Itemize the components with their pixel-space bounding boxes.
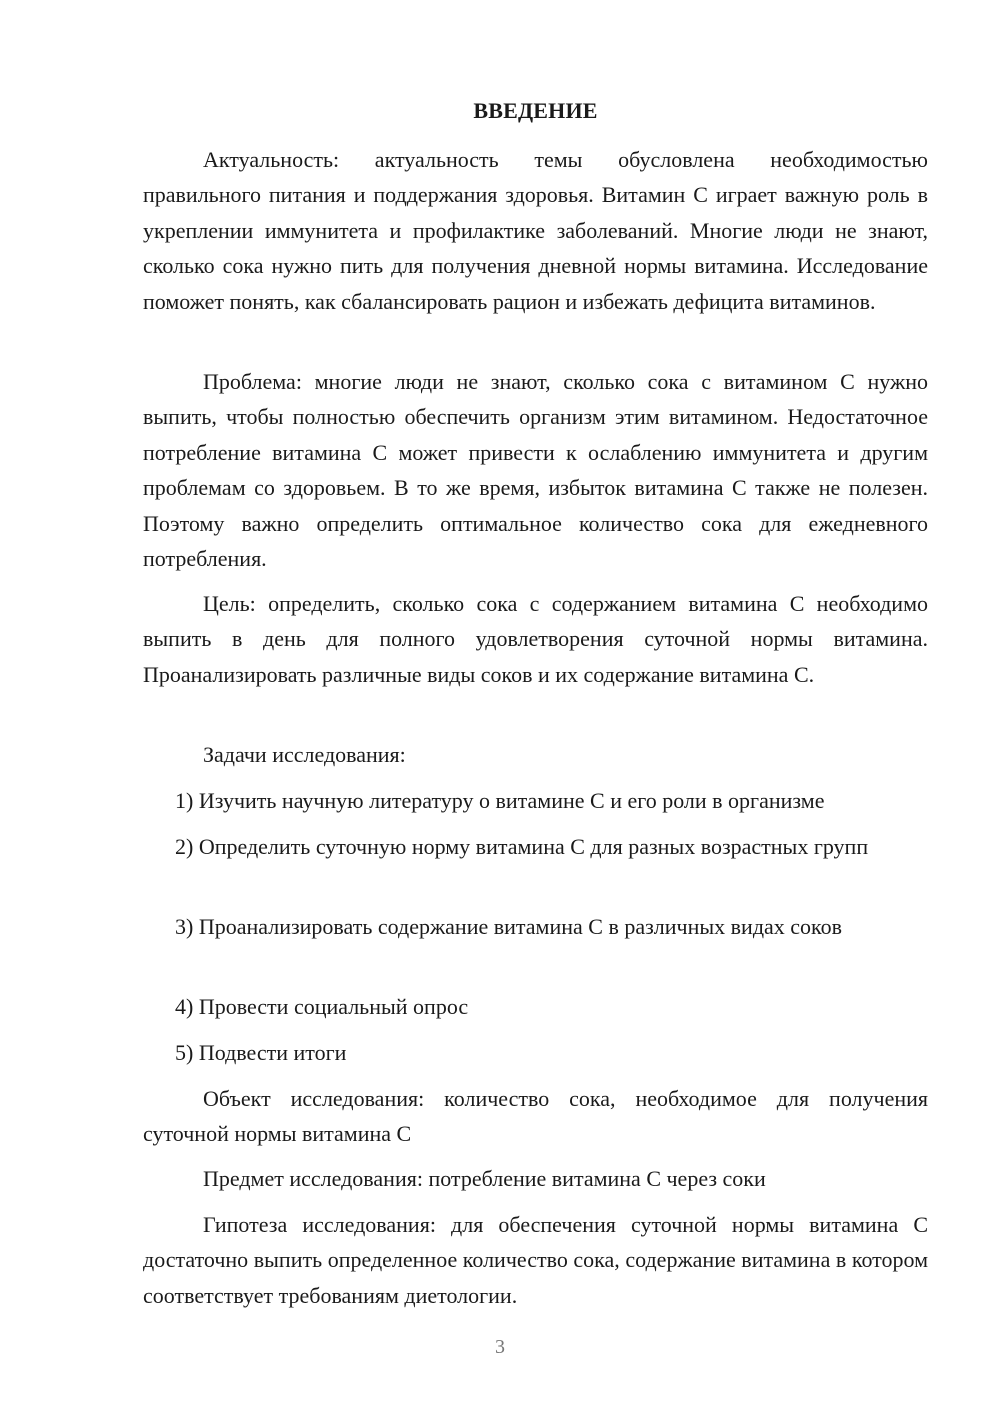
page-number: 3	[495, 1336, 505, 1358]
task-item-3: 3) Проанализировать содержание витамина С в различных видах соков	[175, 914, 843, 939]
subject-paragraph: Предмет исследования: потребление витамина С через соки	[203, 1166, 766, 1191]
hypothesis-paragraph: Гипотеза исследования: для обеспечения суточной нормы витамина С достаточно выпить определенное количество сока, содержание витамина в котором соответствует требованиям диетологии.	[143, 1212, 928, 1308]
object-paragraph: Объект исследования: количество сока, необходимое для получения суточной нормы витамина С	[143, 1086, 928, 1147]
task-item-2: 2) Определить суточную норму витамина С для разных возрастных групп	[175, 834, 869, 859]
problem-paragraph: Проблема: многие люди не знают, сколько сока с витамином С нужно выпить, чтобы полностью обеспечить организм этим витамином. Недостаточное потребление витамина С может привести к ослаблению иммунитета и другим проблемам со здоровьем. В то же время, избыток витамина С также не полезен. Поэтому важно определить оптимальное количество сока для ежедневного потребления.	[143, 369, 928, 572]
section-title: ВВЕДЕНИЕ	[473, 98, 598, 123]
task-item-5: 5) Подвести итоги	[175, 1040, 347, 1065]
tasks-heading: Задачи исследования:	[203, 742, 406, 767]
goal-paragraph: Цель: определить, сколько сока с содержанием витамина С необходимо выпить в день для полного удовлетворения суточной нормы витамина. Проанализировать различные виды соков и их содержание витамина С.	[143, 591, 928, 687]
relevance-paragraph: Актуальность: актуальность темы обусловлена необходимостью правильного питания и поддержания здоровья. Витамин С играет важную роль в укреплении иммунитета и профилактике заболеваний. Многие люди не знают, сколько сока нужно пить для получения дневной нормы витамина. Исследование поможет понять, как сбалансировать рацион и избежать дефицита витаминов.	[143, 147, 928, 314]
task-item-4: 4) Провести социальный опрос	[175, 994, 469, 1019]
task-item-1: 1) Изучить научную литературу о витамине С и его роли в организме	[175, 788, 825, 813]
